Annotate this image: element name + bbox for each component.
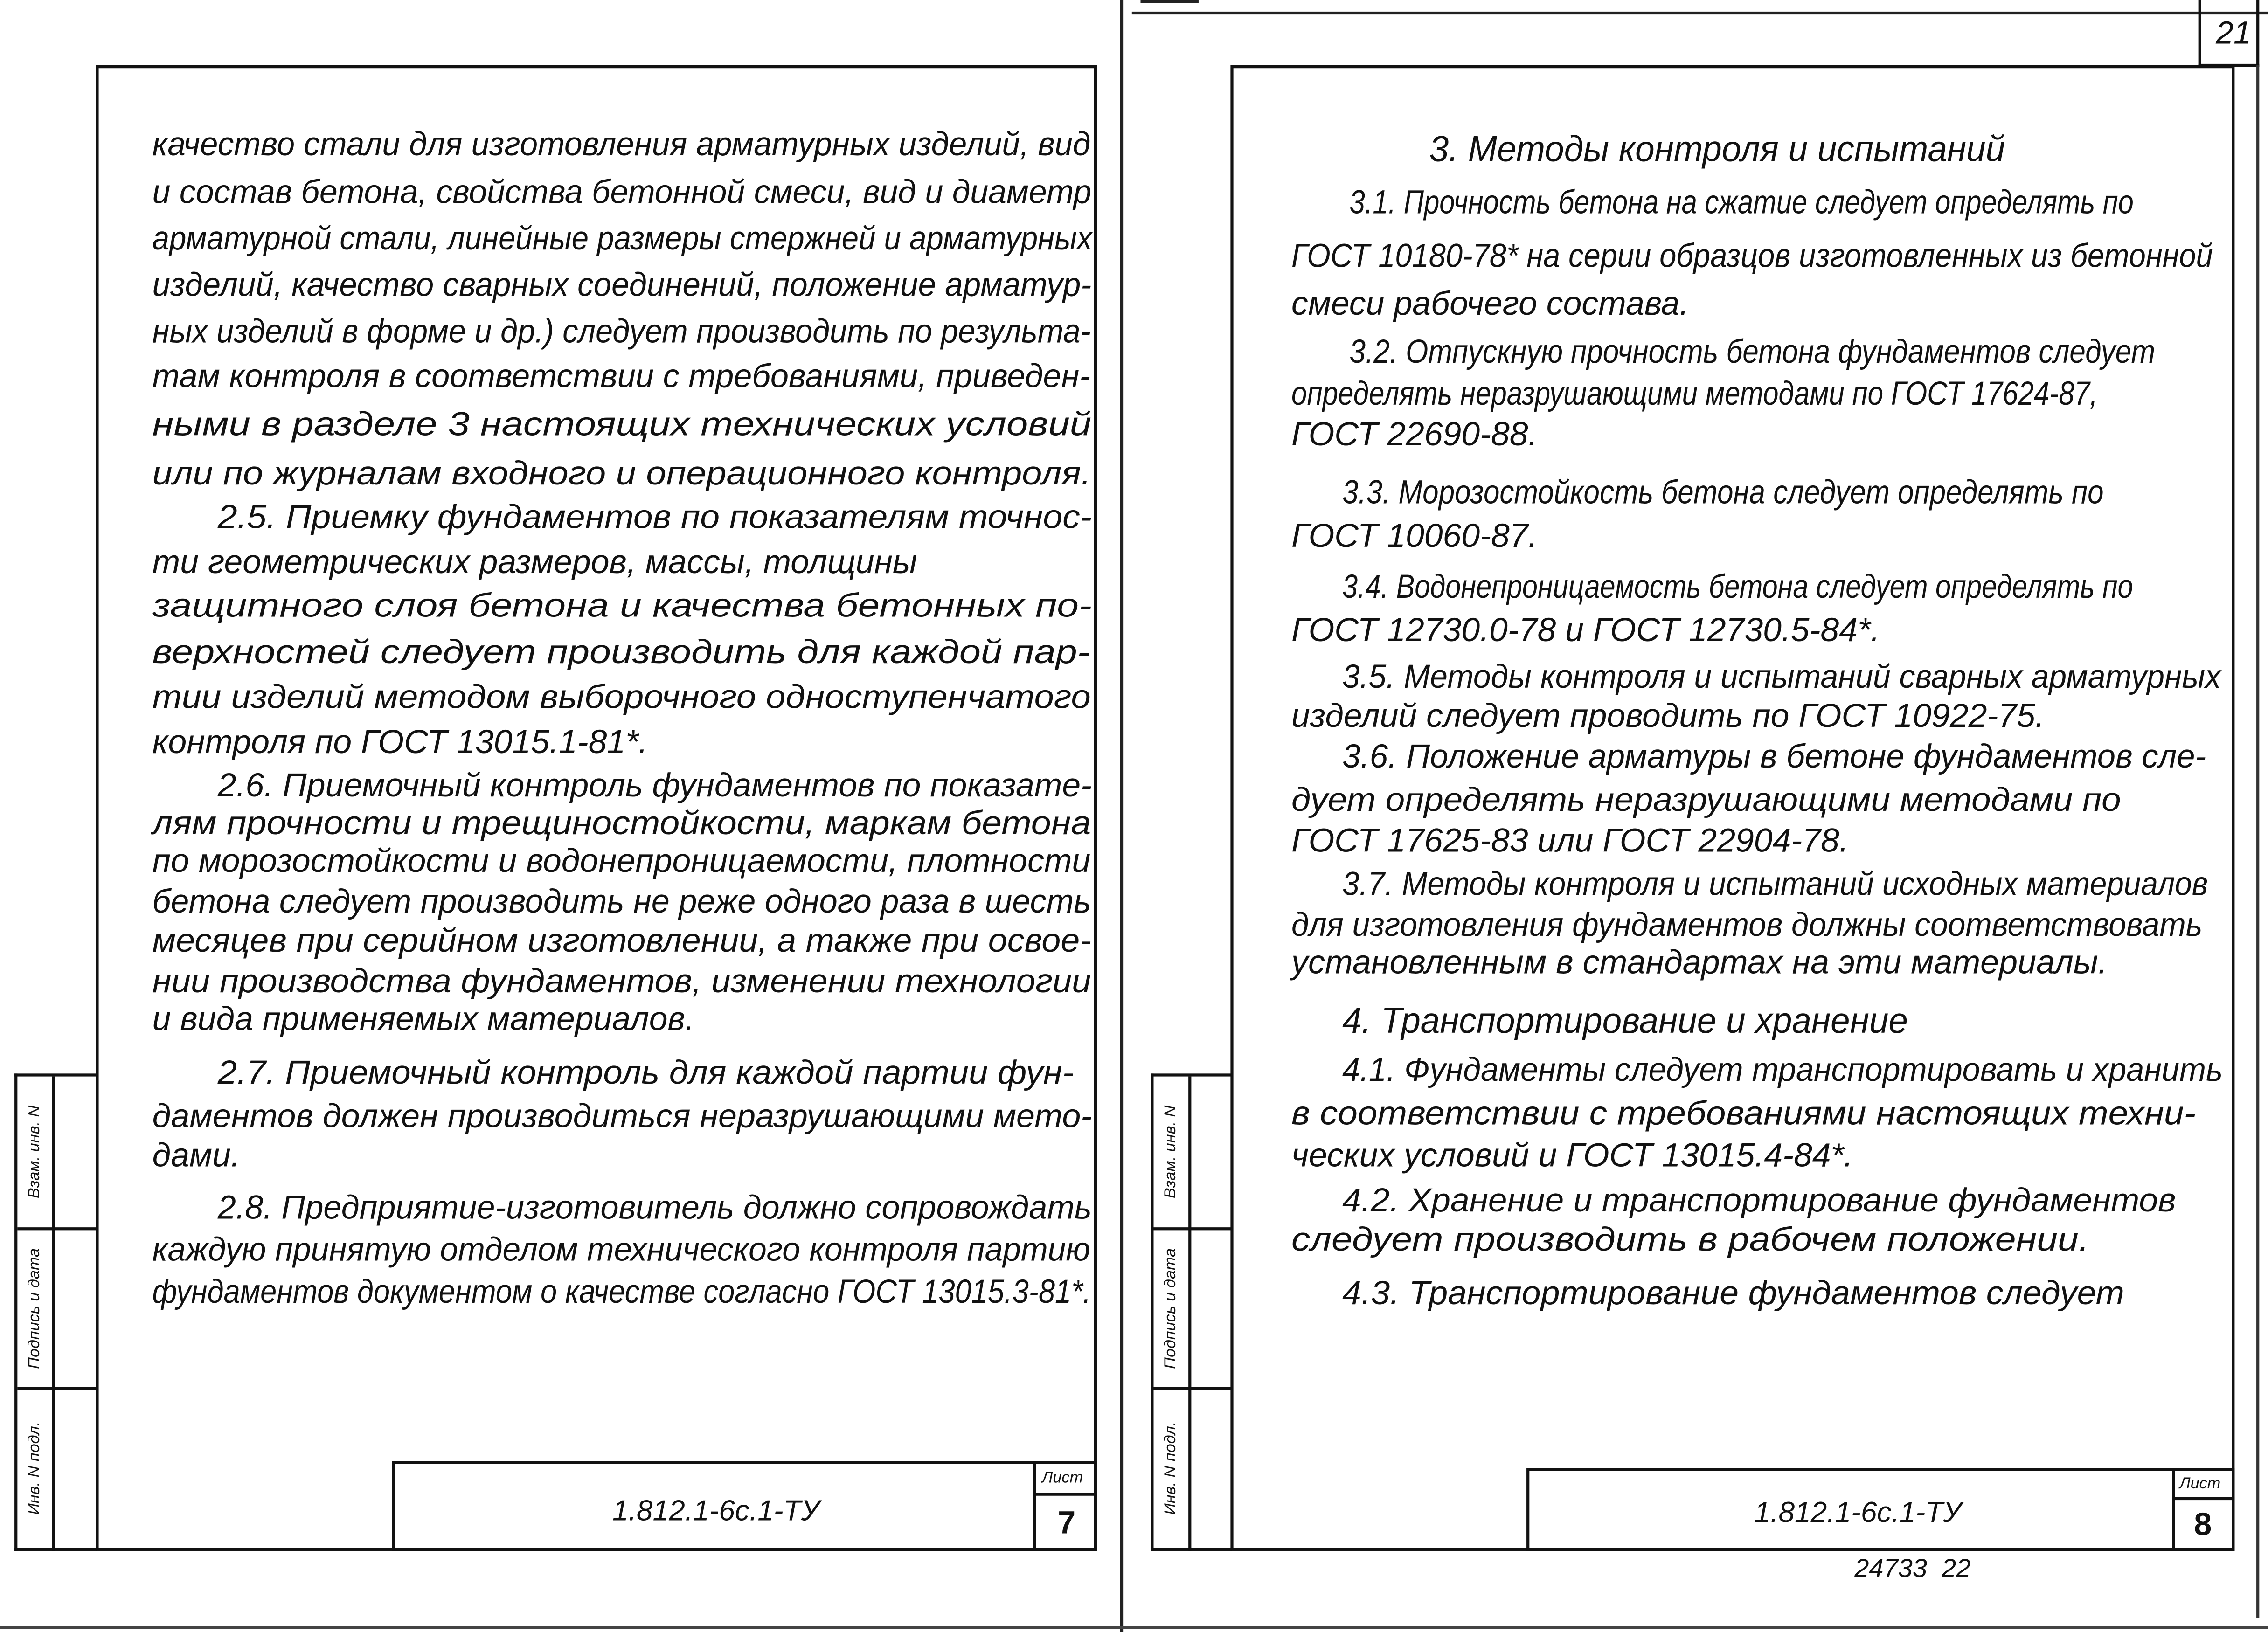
text-line: дами.: [152, 1136, 240, 1174]
stamp-label-inv-podl: Инв. N подл.: [1162, 1421, 1180, 1515]
left-stamp-strip: [14, 1073, 97, 1551]
text-line: 3.5. Методы контроля и испытаний сварных арматурных: [1342, 657, 2221, 695]
text-line: и вида применяемых материалов.: [152, 999, 694, 1037]
text-line: ГОСТ 17625-83 или ГОСТ 22904-78.: [1291, 821, 1849, 859]
text-line: ГОСТ 22690-88.: [1291, 415, 1538, 453]
text-line: 4.2. Хранение и транспортирование фундаментов: [1342, 1181, 2176, 1219]
page-number-box: [2199, 0, 2260, 67]
text-line: верхностей следует производить для каждой пар-: [152, 632, 1090, 671]
document-code: 1.812.1-6с.1-ТУ: [1754, 1497, 1962, 1529]
text-line: нии производства фундаментов, изменении технологии: [152, 961, 1091, 1000]
text-line: ными в разделе 3 настоящих технических условий: [152, 405, 1092, 443]
section-heading: 3. Методы контроля и испытаний: [1429, 129, 2005, 170]
top-center-mark: [1140, 0, 1198, 3]
document-code: 1.812.1-6с.1-ТУ: [612, 1495, 820, 1528]
text-line: в соответствии с требованиями настоящих техни-: [1291, 1093, 2196, 1132]
text-line: 2.6. Приемочный контроль фундаментов по показате-: [217, 766, 1092, 804]
text-line: ных изделий в форме и др.) следует производить по результа-: [152, 311, 1091, 350]
text-line: 3.7. Методы контроля и испытаний исходных материалов: [1342, 864, 2208, 903]
text-line: 3.1. Прочность бетона на сжатие следует определять по: [1349, 183, 2134, 221]
text-line: и состав бетона, свойства бетонной смеси, вид и диаметр: [152, 173, 1092, 211]
text-line: следует производить в рабочем положении.: [1291, 1220, 2089, 1258]
text-line: даментов должен производиться неразрушающими мето-: [152, 1097, 1092, 1135]
sheet-label: Лист: [1041, 1469, 1083, 1487]
stamp-label-inv-podl: Инв. N подл.: [26, 1421, 44, 1515]
right-title-block: [1526, 1468, 2234, 1551]
right-stamp-strip: [1151, 1073, 1232, 1551]
text-line: там контроля в соответствии с требованиями, приведен-: [152, 357, 1090, 395]
text-line: фундаментов документом о качестве согласно ГОСТ 13015.3-81*.: [152, 1272, 1091, 1310]
text-line: месяцев при серийном изготовлении, а также при освое-: [152, 921, 1091, 959]
text-line: 2.7. Приемочный контроль для каждой партии фун-: [217, 1053, 1074, 1091]
page-number: 21: [2215, 14, 2252, 51]
text-line: определять неразрушающими методами по ГОСТ 17624-87,: [1291, 374, 2098, 412]
text-line: 3.3. Морозостойкость бетона следует определять по: [1342, 473, 2104, 511]
text-line: или по журналам входного и операционного контроля.: [152, 454, 1091, 492]
sheet-label: Лист: [2179, 1475, 2221, 1493]
text-line: ческих условий и ГОСТ 13015.4-84*.: [1291, 1136, 1853, 1174]
text-line: контроля по ГОСТ 13015.1-81*.: [152, 722, 648, 761]
text-line: 2.8. Предприятие-изготовитель должно сопровождать: [217, 1188, 1092, 1226]
text-line: дует определять неразрушающими методами по: [1291, 780, 2121, 818]
stamp-label-podpis-data: Подпись и дата: [26, 1248, 44, 1369]
right-margin-line: [2256, 65, 2259, 1618]
bottom-edge-line: [0, 1626, 2268, 1629]
text-line: каждую принятую отделом технического контроля партию: [152, 1230, 1090, 1268]
stamp-label-vzam-inv: Взам. инв. N: [26, 1105, 44, 1199]
text-line: тии изделий методом выборочного одноступенчатого: [152, 677, 1091, 715]
sheet-number: 7: [1058, 1504, 1076, 1541]
text-line: 3.6. Положение арматуры в бетоне фундаментов сле-: [1342, 737, 2206, 775]
page-divider: [1120, 0, 1123, 1632]
stamp-label-podpis-data: Подпись и дата: [1162, 1248, 1180, 1369]
sheet-number: 8: [2194, 1506, 2212, 1542]
text-line: изделий следует проводить по ГОСТ 10922-75.: [1291, 696, 2045, 734]
text-line: 4.3. Транспортирование фундаментов следует: [1342, 1273, 2124, 1312]
text-line: изделий, качество сварных соединений, положение арматур-: [152, 265, 1092, 304]
text-line: установленным в стандартах на эти материалы.: [1291, 943, 2108, 981]
text-line: 3.2. Отпускную прочность бетона фундаментов следует: [1349, 332, 2156, 370]
stamp-label-vzam-inv: Взам. инв. N: [1162, 1105, 1180, 1199]
text-line: бетона следует производить не реже одного раза в шесть: [152, 882, 1091, 920]
text-line: арматурной стали, линейные размеры стержней и арматурных: [152, 219, 1092, 257]
text-line: 2.5. Приемку фундаментов по показателям точнос-: [217, 498, 1092, 536]
text-line: ГОСТ 12730.0-78 и ГОСТ 12730.5-84*.: [1291, 610, 1880, 649]
top-edge-line: [1132, 12, 2268, 14]
left-title-block: [392, 1461, 1097, 1551]
text-line: ГОСТ 10060-87.: [1291, 516, 1538, 554]
section-heading: 4. Транспортирование и хранение: [1342, 1001, 1908, 1042]
text-line: для изготовления фундаментов должны соответствовать: [1291, 905, 2203, 943]
text-line: 4.1. Фундаменты следует транспортировать и хранить: [1342, 1050, 2223, 1088]
text-line: ГОСТ 10180-78* на серии образцов изготовленных из бетонной: [1291, 236, 2213, 275]
text-line: смеси рабочего состава.: [1291, 284, 1689, 322]
text-line: 3.4. Водонепроницаемость бетона следует определять по: [1342, 567, 2133, 605]
archive-number: 24733 22: [1854, 1554, 1971, 1583]
text-line: качество стали для изготовления арматурных изделий, вид: [152, 124, 1091, 163]
text-line: защитного слоя бетона и качества бетонных по-: [152, 586, 1092, 624]
text-line: лям прочности и трещиностойкости, маркам бетона: [152, 803, 1091, 842]
text-line: по морозостойкости и водонепроницаемости, плотности: [152, 841, 1091, 879]
text-line: ти геометрических размеров, массы, толщины: [152, 542, 917, 581]
